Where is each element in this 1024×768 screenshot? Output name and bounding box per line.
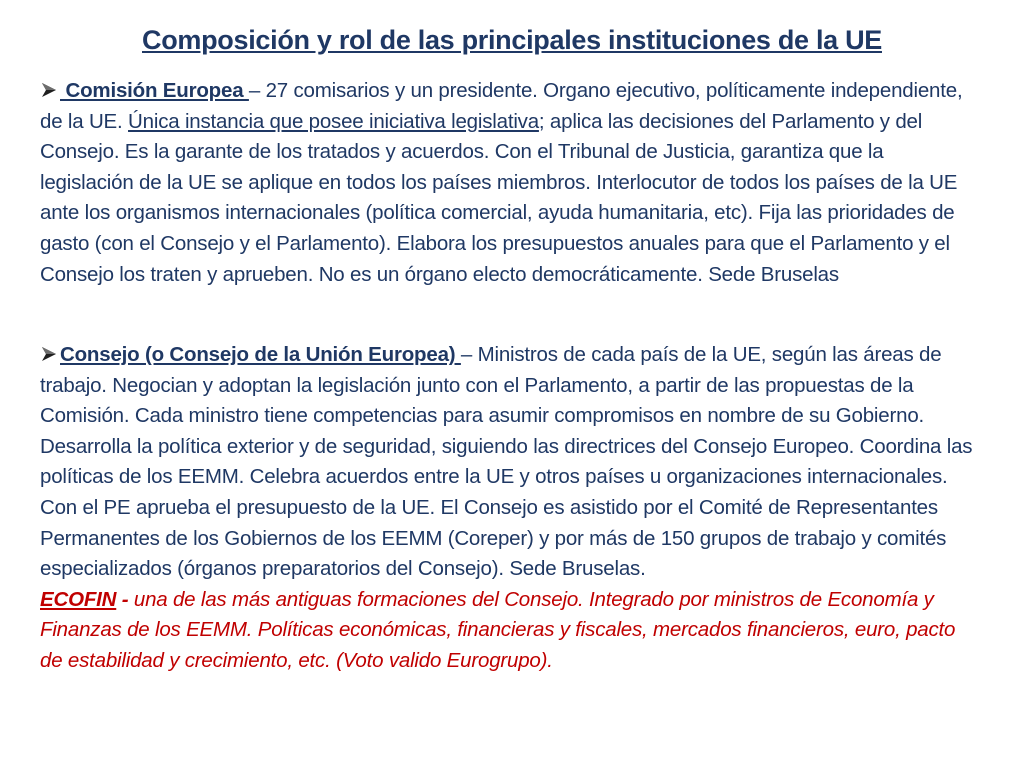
council-text: – Ministros de cada país de la UE, según las áreas de trabajo. Negocian y adoptan la legislación junto con el Parlamento, a partir de las propuestas de la Comisión. Cada ministro tiene competencias para asumir compromisos en nombre de su Gobierno. Desarrolla la política exterior y de seguridad, siguiendo las directrices del Consejo Europeo. Coordina las políticas de los EEMM. Celebra acuerdos entre la UE y otros países u organizaciones internacionales. Con el PE aprueba el presupuesto de la UE. El Consejo es asistido por el Comité de Representantes Permanentes de los Gobiernos de los EEMM (Coreper) y por más de 150 grupos de trabajo y comités especializados (órganos preparatorios del Consejo). Sede Bruselas. [40,343,973,581]
page-title: Composición y rol de las principales instituciones de la UE [142,25,882,55]
arrow-check-bullet-icon [40,81,58,99]
council-paragraph [40,340,980,677]
arrow-check-bullet-icon [40,345,58,363]
commission-text-1: – 27 comisarios y un presidente. Organo ejecutivo, políticamente independiente, de la UE. [40,79,963,133]
ecofin-dash: - [116,587,134,611]
commission-paragraph [40,76,980,290]
commission-text-2: ; aplica las decisiones del Parlamento y del Consejo. Es la garante de los tratados y acuerdos. Con el Tribunal de Justicia, garantiza que la legislación de la UE se aplique en todos los países miembros. Interlocutor de todos los países de la UE ante los organismos internacionales (política comercial, ayuda humanitaria, etc). Fija las prioridades de gasto (con el Consejo y el Parlamento). Elabora los presupuestos anuales para que el Parlamento y el Consejo los traten y aprueben. No es un órgano electo democráticamente. Sede Bruselas [40,109,958,286]
ecofin-text: una de las más antiguas formaciones del Consejo. Integrado por ministros de Economía y Finanzas de los EEMM. Políticas económicas, financieras y fiscales, mercados financieros, euro, pacto de estabilidad y crecimiento, etc. (Voto valido Eurogrupo). [40,587,956,672]
ecofin-label: ECOFIN [40,587,117,611]
council-label: Consejo (o Consejo de la Unión Europea) [60,343,461,366]
commission-label: Comisión Europea [60,79,249,102]
commission-underlined-text: Única instancia que posee iniciativa legislativa [128,109,539,133]
